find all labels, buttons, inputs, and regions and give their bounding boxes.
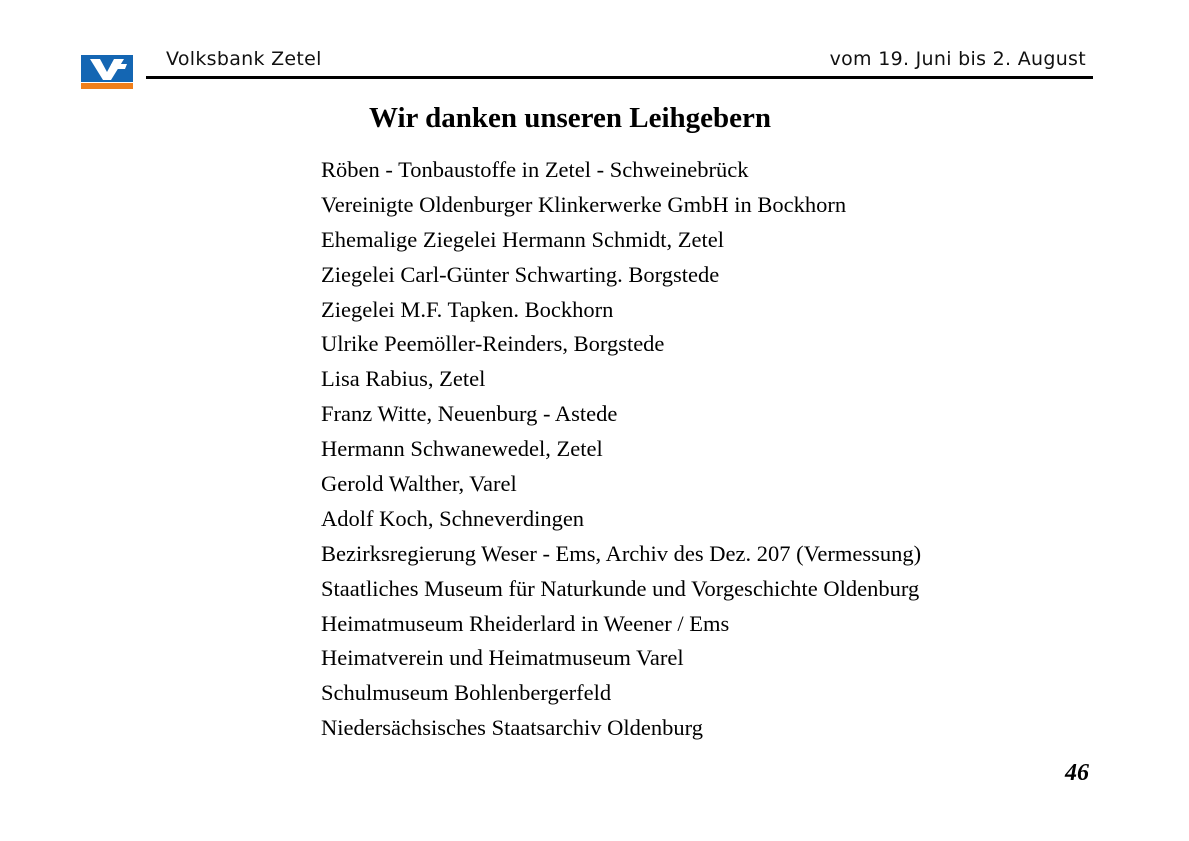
page-title: Wir danken unseren Leihgebern: [369, 102, 772, 134]
list-item: Niedersächsisches Staatsarchiv Oldenburg: [321, 715, 703, 741]
list-item: Adolf Koch, Schneverdingen: [321, 505, 585, 531]
header-divider: [146, 76, 1093, 79]
list-item: Bezirksregierung Weser - Ems, Archiv des Dez. 207 (Vermessung): [321, 540, 922, 566]
list-item: Gerold Walther, Varel: [321, 471, 517, 497]
list-item: Lisa Rabius, Zetel: [321, 366, 486, 392]
list-item: Röben - Tonbaustoffe in Zetel - Schweinebrück: [321, 157, 749, 182]
bank-name: Volksbank Zetel: [166, 48, 322, 70]
list-item: Hermann Schwanewedel, Zetel: [321, 436, 603, 462]
list-item: Vereinigte Oldenburger Klinkerwerke GmbH in Bockhorn: [321, 191, 847, 217]
list-item: Franz Witte, Neuenburg - Astede: [321, 401, 618, 427]
lender-list: [321, 153, 921, 746]
list-item: Ulrike Peemöller-Reinders, Borgstede: [321, 331, 665, 357]
list-item: Staatliches Museum für Naturkunde und Vorgeschichte Oldenburg: [321, 575, 920, 601]
volksbank-logo-icon: [81, 55, 133, 89]
list-item: Ziegelei M.F. Tapken. Bockhorn: [321, 296, 614, 322]
list-item: Heimatmuseum Rheiderlard in Weener / Ems: [321, 610, 730, 636]
list-item: Schulmuseum Bohlenbergerfeld: [321, 680, 612, 706]
list-item: Ziegelei Carl-Günter Schwarting. Borgstede: [321, 261, 720, 287]
list-item: Ehemalige Ziegelei Hermann Schmidt, Zetel: [321, 226, 724, 252]
date-range: vom 19. Juni bis 2. August: [829, 48, 1086, 70]
list-item: Heimatverein und Heimatmuseum Varel: [321, 645, 684, 671]
page-number: 46: [1065, 760, 1089, 786]
